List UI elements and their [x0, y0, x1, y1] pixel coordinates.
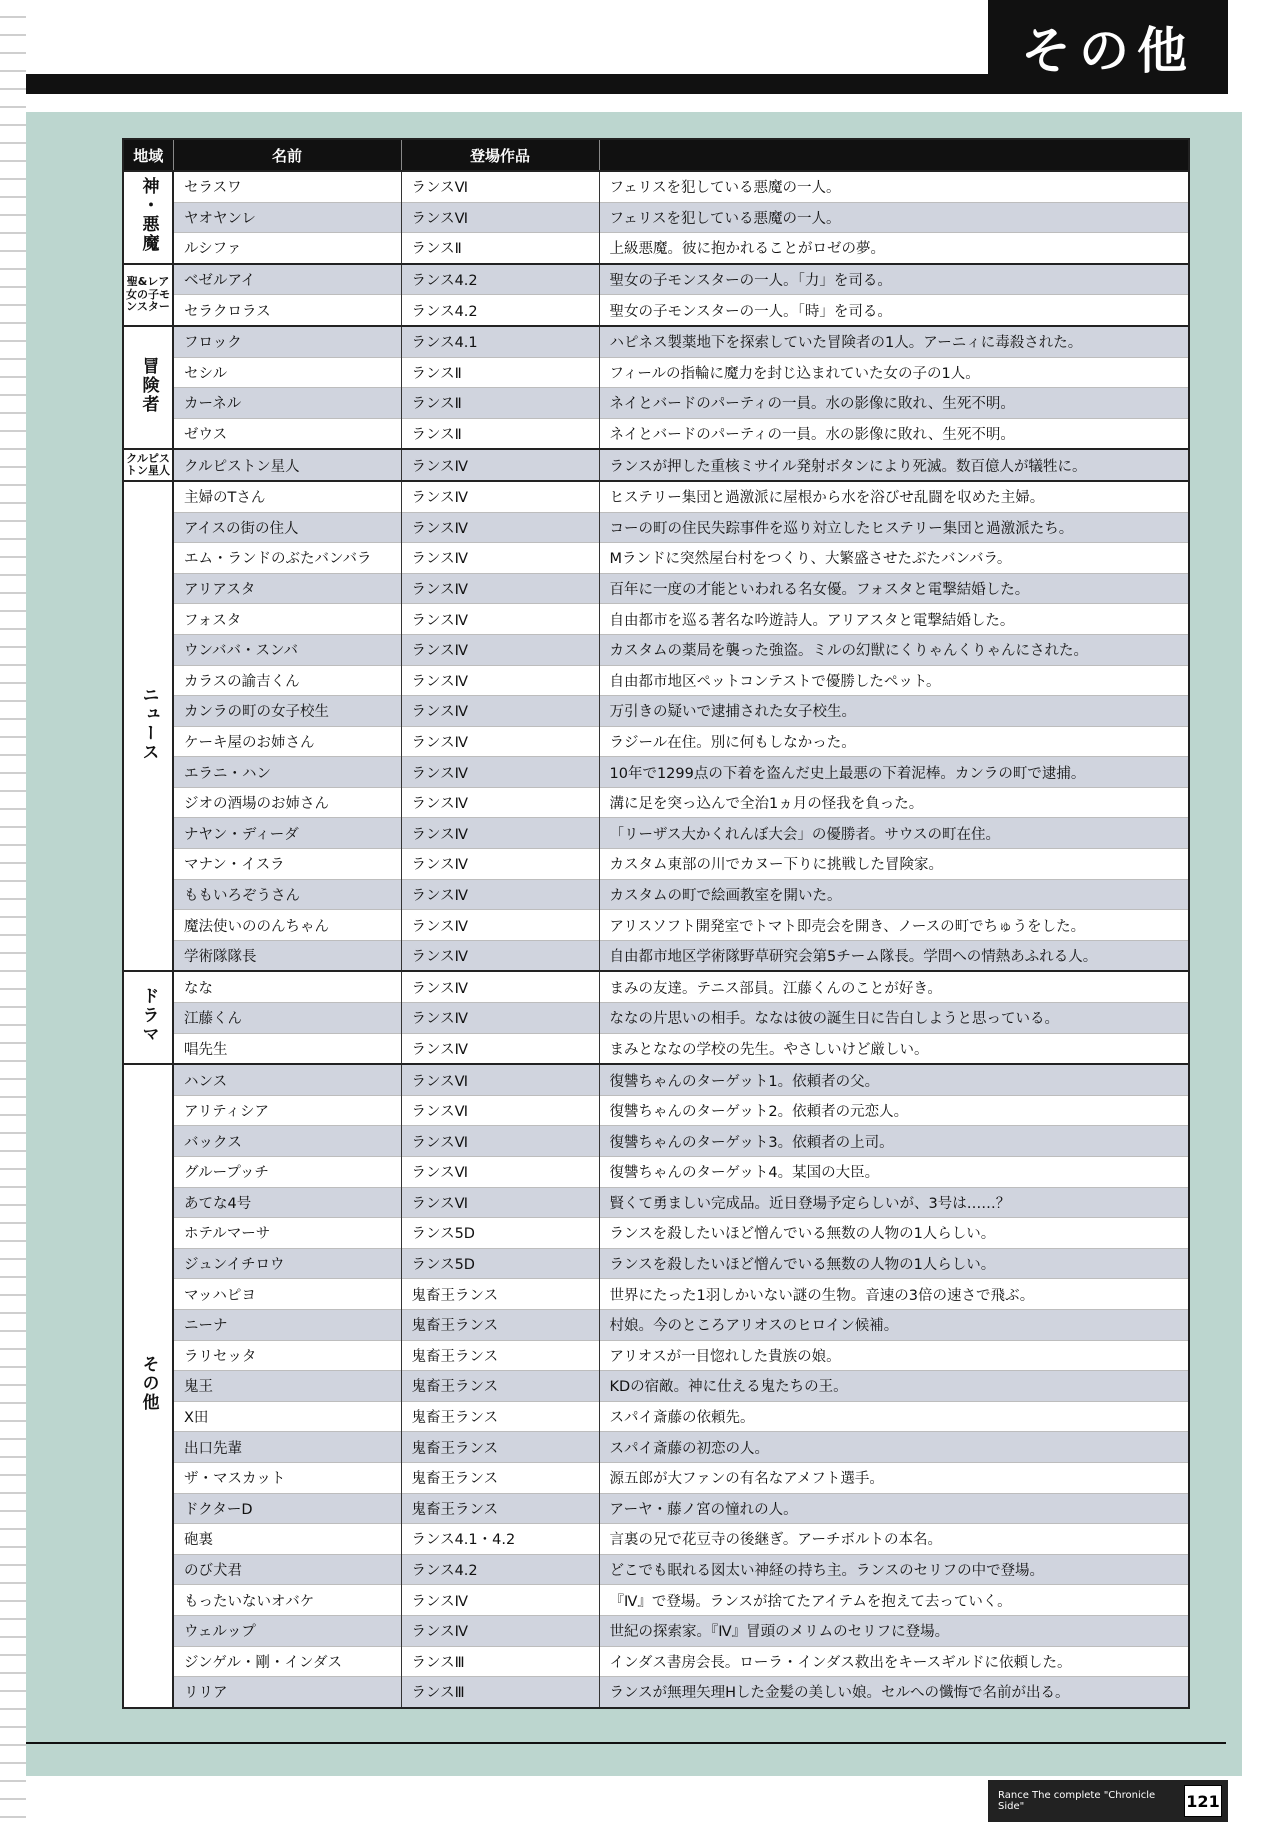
bottom-rule [26, 1742, 1226, 1744]
description-cell: フェリスを犯している悪魔の一人。 [599, 171, 1189, 202]
name-cell: 砲裏 [173, 1524, 401, 1555]
table-row [123, 1615, 1189, 1646]
description-cell: ハピネス製薬地下を探索していた冒険者の1人。アーニィに毒殺された。 [599, 326, 1189, 357]
title-cell: ランスⅡ [401, 388, 599, 419]
name-cell: ウェルップ [173, 1615, 401, 1646]
table-row [123, 1064, 1189, 1095]
title-cell: ランスⅥ [401, 1157, 599, 1188]
table-row [123, 1248, 1189, 1279]
description-cell: 自由都市地区学術隊野草研究会第5チーム隊長。学問への情熱あふれる人。 [599, 940, 1189, 971]
region-label: 神・悪魔 [138, 177, 159, 254]
title-cell: ランスⅥ [401, 1064, 599, 1095]
table-row [123, 1677, 1189, 1708]
description-cell: 自由都市地区ペットコンテストで優勝したペット。 [599, 665, 1189, 696]
description-cell: ランスが無理矢理Hした金髪の美しい娘。セルへの懺悔で名前が出る。 [599, 1677, 1189, 1708]
title-cell: ランスⅣ [401, 696, 599, 727]
title-cell: ランスⅣ [401, 573, 599, 604]
table-header-row [123, 139, 1189, 171]
description-cell: 「リーザス大かくれんぼ大会」の優勝者。サウスの町在住。 [599, 818, 1189, 849]
title-cell: 鬼畜王ランス [401, 1432, 599, 1463]
table-row [123, 1218, 1189, 1249]
name-cell: ザ・マスカット [173, 1462, 401, 1493]
region-cell [123, 1064, 173, 1707]
title-cell: ランスⅣ [401, 879, 599, 910]
table-row [123, 1646, 1189, 1677]
table-row [123, 665, 1189, 696]
name-cell: クルピストン星人 [173, 449, 401, 481]
name-cell: X田 [173, 1401, 401, 1432]
title-cell: ランスⅣ [401, 604, 599, 635]
description-cell: 自由都市を巡る著名な吟遊詩人。アリアスタと電撃結婚した。 [599, 604, 1189, 635]
table-row [123, 757, 1189, 788]
table-row [123, 971, 1189, 1002]
name-cell: なな [173, 971, 401, 1002]
name-cell: カンラの町の女子校生 [173, 696, 401, 727]
page-title: その他 [1021, 21, 1195, 80]
table-row [123, 1371, 1189, 1402]
column-header-description [599, 139, 1189, 171]
title-cell: ランスⅣ [401, 849, 599, 880]
description-cell: インダス書房会長。ローラ・インダス救出をキースギルドに依頼した。 [599, 1646, 1189, 1677]
title-cell: ランスⅣ [401, 634, 599, 665]
region-label: ドラマ [138, 987, 159, 1045]
title-cell: ランス4.1 [401, 326, 599, 357]
description-cell: フェリスを犯している悪魔の一人。 [599, 202, 1189, 233]
title-cell: ランスⅣ [401, 512, 599, 543]
table-row [123, 940, 1189, 971]
title-cell: ランスⅣ [401, 757, 599, 788]
table-row [123, 171, 1189, 202]
table-row [123, 1157, 1189, 1188]
title-cell: ランスⅣ [401, 726, 599, 757]
name-cell: エム・ランドのぶたバンバラ [173, 543, 401, 574]
title-cell: ランスⅣ [401, 1003, 599, 1034]
table-row [123, 849, 1189, 880]
name-cell: マッハピヨ [173, 1279, 401, 1310]
description-cell: カスタムの薬局を襲った強盗。ミルの幻獣にくりゃんくりゃんにされた。 [599, 634, 1189, 665]
description-cell: ラジール在住。別に何もしなかった。 [599, 726, 1189, 757]
description-cell: KDの宿敵。神に仕える鬼たちの王。 [599, 1371, 1189, 1402]
name-cell: 出口先輩 [173, 1432, 401, 1463]
title-cell: 鬼畜王ランス [401, 1401, 599, 1432]
description-cell: ランスを殺したいほど憎んでいる無数の人物の1人らしい。 [599, 1218, 1189, 1249]
description-cell: 『Ⅳ』で登場。ランスが捨てたアイテムを抱えて去っていく。 [599, 1585, 1189, 1616]
description-cell: カスタムの町で絵画教室を開いた。 [599, 879, 1189, 910]
title-cell: ランスⅥ [401, 202, 599, 233]
name-cell: マナン・イスラ [173, 849, 401, 880]
description-cell: まみとななの学校の先生。やさしいけど厳しい。 [599, 1033, 1189, 1064]
description-cell: 百年に一度の才能といわれる名女優。フォスタと電撃結婚した。 [599, 573, 1189, 604]
table-row [123, 1003, 1189, 1034]
column-header-title: 登場作品 [401, 139, 599, 171]
description-cell: アリオスが一目惚れした貴族の娘。 [599, 1340, 1189, 1371]
name-cell: ラリセッタ [173, 1340, 401, 1371]
table-row [123, 388, 1189, 419]
title-box [988, 0, 1228, 94]
table-row [123, 818, 1189, 849]
name-cell: ももいろぞうさん [173, 879, 401, 910]
title-cell: 鬼畜王ランス [401, 1340, 599, 1371]
title-cell: 鬼畜王ランス [401, 1309, 599, 1340]
name-cell: エラニ・ハン [173, 757, 401, 788]
name-cell: 主婦のTさん [173, 481, 401, 512]
table-row [123, 696, 1189, 727]
name-cell: 江藤くん [173, 1003, 401, 1034]
title-cell: ランス5D [401, 1248, 599, 1279]
description-cell: ヒステリー集団と過激派に屋根から水を浴びせ乱闘を収めた主婦。 [599, 481, 1189, 512]
region-label: 冒険者 [138, 357, 159, 415]
region-label: クルピストン星人 [126, 451, 170, 478]
title-cell: 鬼畜王ランス [401, 1279, 599, 1310]
description-cell: ななの片思いの相手。ななは彼の誕生日に告白しようと思っている。 [599, 1003, 1189, 1034]
name-cell: 魔法使いののんちゃん [173, 910, 401, 941]
name-cell: ケーキ屋のお姉さん [173, 726, 401, 757]
table-row [123, 1401, 1189, 1432]
title-cell: ランスⅥ [401, 1126, 599, 1157]
description-cell: 溝に足を突っ込んで全治1ヵ月の怪我を負った。 [599, 787, 1189, 818]
region-label: 聖&レア女の子モンスター [126, 274, 170, 314]
description-cell: アリスソフト開発室でトマト即売会を開き、ノースの町でちゅうをした。 [599, 910, 1189, 941]
table-row [123, 634, 1189, 665]
title-cell: ランス4.1・4.2 [401, 1524, 599, 1555]
region-label: その他 [138, 1355, 159, 1413]
title-cell: ランスⅣ [401, 481, 599, 512]
table-row [123, 726, 1189, 757]
table-row [123, 1095, 1189, 1126]
name-cell: 学術隊隊長 [173, 940, 401, 971]
name-cell: アリアスタ [173, 573, 401, 604]
title-cell: ランス5D [401, 1218, 599, 1249]
description-cell: 復讐ちゃんのターゲット1。依頼者の父。 [599, 1064, 1189, 1095]
description-cell: どこでも眠れる図太い神経の持ち主。ランスのセリフの中で登場。 [599, 1554, 1189, 1585]
binding-edge [0, 0, 26, 1822]
region-cell [123, 449, 173, 481]
name-cell: もったいないオバケ [173, 1585, 401, 1616]
description-cell: ランスを殺したいほど憎んでいる無数の人物の1人らしい。 [599, 1248, 1189, 1279]
description-cell: 村娘。今のところアリオスのヒロイン候補。 [599, 1309, 1189, 1340]
description-cell: コーの町の住民失踪事件を巡り対立したヒステリー集団と過激派たち。 [599, 512, 1189, 543]
title-cell: ランスⅢ [401, 1646, 599, 1677]
description-cell: 言裏の兄で花豆寺の後継ぎ。アーチボルトの本名。 [599, 1524, 1189, 1555]
title-cell: ランスⅣ [401, 1585, 599, 1616]
title-cell: ランス4.2 [401, 1554, 599, 1585]
character-table [122, 138, 1190, 1709]
name-cell: バックス [173, 1126, 401, 1157]
region-cell [123, 971, 173, 1064]
description-cell: 世紀の探索家。『Ⅳ』冒頭のメリムのセリフに登場。 [599, 1615, 1189, 1646]
table-row [123, 1033, 1189, 1064]
title-cell: ランスⅥ [401, 171, 599, 202]
page-number: 121 [1184, 1785, 1222, 1817]
title-cell: ランスⅣ [401, 818, 599, 849]
column-header-name: 名前 [173, 139, 401, 171]
title-cell: ランスⅣ [401, 449, 599, 481]
table-body [123, 171, 1189, 1708]
table-row [123, 295, 1189, 326]
table-row [123, 1585, 1189, 1616]
name-cell: セシル [173, 357, 401, 388]
name-cell: ニーナ [173, 1309, 401, 1340]
description-cell: 聖女の子モンスターの一人。「力」を司る。 [599, 264, 1189, 295]
table-row [123, 1462, 1189, 1493]
name-cell: あてな4号 [173, 1187, 401, 1218]
name-cell: フロック [173, 326, 401, 357]
table-row [123, 604, 1189, 635]
table-row [123, 1309, 1189, 1340]
description-cell: Mランドに突然屋台村をつくり、大繁盛させたぶたバンバラ。 [599, 543, 1189, 574]
description-cell: アーヤ・藤ノ宮の憧れの人。 [599, 1493, 1189, 1524]
name-cell: アリティシア [173, 1095, 401, 1126]
name-cell: ドクターD [173, 1493, 401, 1524]
region-cell [123, 481, 173, 972]
table-row [123, 879, 1189, 910]
table-row [123, 1432, 1189, 1463]
description-cell: スパイ斎藤の依頼先。 [599, 1401, 1189, 1432]
name-cell: ジオの酒場のお姉さん [173, 787, 401, 818]
description-cell: 賢くて勇ましい完成品。近日登場予定らしいが、3号は……？ [599, 1187, 1189, 1218]
table-row [123, 910, 1189, 941]
title-cell: ランスⅡ [401, 418, 599, 449]
name-cell: ルシファ [173, 233, 401, 264]
table-row [123, 357, 1189, 388]
table-row [123, 418, 1189, 449]
name-cell: ナヤン・ディーダ [173, 818, 401, 849]
description-cell: ランスが押した重核ミサイル発射ボタンにより死滅。数百億人が犠牲に。 [599, 449, 1189, 481]
title-cell: ランス4.2 [401, 264, 599, 295]
name-cell: 唱先生 [173, 1033, 401, 1064]
title-cell: ランス4.2 [401, 295, 599, 326]
description-cell: 上級悪魔。彼に抱かれることがロゼの夢。 [599, 233, 1189, 264]
name-cell: カーネル [173, 388, 401, 419]
description-cell: スパイ斎藤の初恋の人。 [599, 1432, 1189, 1463]
name-cell: ハンス [173, 1064, 401, 1095]
name-cell: グループッチ [173, 1157, 401, 1188]
table-row [123, 573, 1189, 604]
name-cell: ヤオヤンレ [173, 202, 401, 233]
table-row [123, 449, 1189, 481]
name-cell: ホテルマーサ [173, 1218, 401, 1249]
footer-text: Rance The complete "Chronicle Side" [998, 1790, 1156, 1812]
title-cell: 鬼畜王ランス [401, 1371, 599, 1402]
table-row [123, 787, 1189, 818]
description-cell: まみの友達。テニス部員。江藤くんのことが好き。 [599, 971, 1189, 1002]
description-cell: 復讐ちゃんのターゲット4。某国の大臣。 [599, 1157, 1189, 1188]
table-row [123, 202, 1189, 233]
name-cell: カラスの諭吉くん [173, 665, 401, 696]
table-row [123, 264, 1189, 295]
title-cell: ランスⅣ [401, 910, 599, 941]
table-row [123, 326, 1189, 357]
name-cell: のび犬君 [173, 1554, 401, 1585]
title-cell: 鬼畜王ランス [401, 1493, 599, 1524]
description-cell: ネイとバードのパーティの一員。水の影像に敗れ、生死不明。 [599, 418, 1189, 449]
name-cell: セラクロラス [173, 295, 401, 326]
name-cell: ベゼルアイ [173, 264, 401, 295]
name-cell: アイスの街の住人 [173, 512, 401, 543]
name-cell: セラスワ [173, 171, 401, 202]
title-cell: ランスⅡ [401, 233, 599, 264]
description-cell: 復讐ちゃんのターゲット3。依頼者の上司。 [599, 1126, 1189, 1157]
table-row [123, 1187, 1189, 1218]
description-cell: 聖女の子モンスターの一人。「時」を司る。 [599, 295, 1189, 326]
table-row [123, 1340, 1189, 1371]
description-cell: 万引きの疑いで逮捕された女子校生。 [599, 696, 1189, 727]
table-row [123, 1126, 1189, 1157]
table-row [123, 233, 1189, 264]
title-cell: ランスⅣ [401, 1033, 599, 1064]
title-cell: ランスⅣ [401, 665, 599, 696]
table-row [123, 512, 1189, 543]
region-cell [123, 264, 173, 326]
region-cell [123, 326, 173, 449]
title-cell: ランスⅡ [401, 357, 599, 388]
description-cell: カスタム東部の川でカヌー下りに挑戦した冒険家。 [599, 849, 1189, 880]
description-cell: フィールの指輪に魔力を封じ込まれていた女の子の1人。 [599, 357, 1189, 388]
description-cell: 10年で1299点の下着を盗んだ史上最悪の下着泥棒。カンラの町で逮捕。 [599, 757, 1189, 788]
title-cell: ランスⅢ [401, 1677, 599, 1708]
title-cell: ランスⅣ [401, 940, 599, 971]
title-cell: ランスⅥ [401, 1095, 599, 1126]
title-cell: ランスⅥ [401, 1187, 599, 1218]
column-header-region: 地域 [123, 139, 173, 171]
name-cell: フォスタ [173, 604, 401, 635]
region-label: ニュース [138, 686, 159, 763]
name-cell: 鬼王 [173, 1371, 401, 1402]
description-cell: 源五郎が大ファンの有名なアメフト選手。 [599, 1462, 1189, 1493]
title-cell: ランスⅣ [401, 1615, 599, 1646]
region-cell [123, 171, 173, 264]
description-cell: 復讐ちゃんのターゲット2。依頼者の元恋人。 [599, 1095, 1189, 1126]
title-cell: ランスⅣ [401, 787, 599, 818]
table-row [123, 481, 1189, 512]
description-cell: ネイとバードのパーティの一員。水の影像に敗れ、生死不明。 [599, 388, 1189, 419]
title-cell: 鬼畜王ランス [401, 1462, 599, 1493]
table-row [123, 1554, 1189, 1585]
name-cell: リリア [173, 1677, 401, 1708]
name-cell: ジンゲル・剛・インダス [173, 1646, 401, 1677]
table-row [123, 1279, 1189, 1310]
footer [988, 1780, 1228, 1822]
title-cell: ランスⅣ [401, 971, 599, 1002]
description-cell: 世界にたった1羽しかいない謎の生物。音速の3倍の速さで飛ぶ。 [599, 1279, 1189, 1310]
name-cell: ゼウス [173, 418, 401, 449]
name-cell: ウンババ・スンバ [173, 634, 401, 665]
table-row [123, 543, 1189, 574]
table-row [123, 1524, 1189, 1555]
table-row [123, 1493, 1189, 1524]
title-cell: ランスⅣ [401, 543, 599, 574]
name-cell: ジュンイチロウ [173, 1248, 401, 1279]
